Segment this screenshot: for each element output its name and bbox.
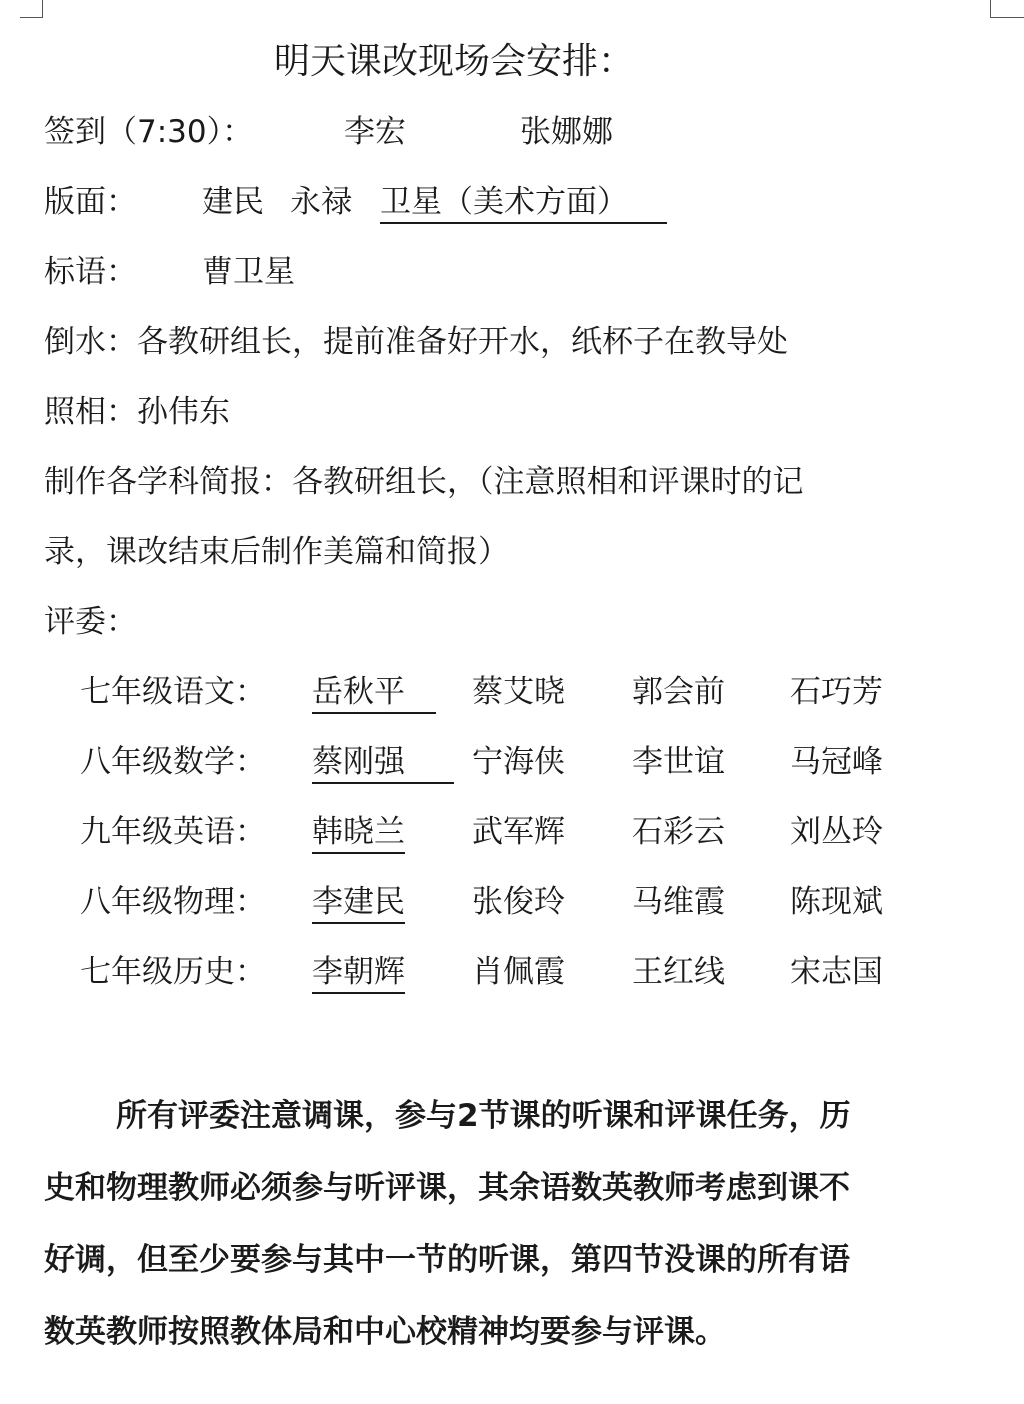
- judge-subject: 七年级语文：: [80, 674, 266, 710]
- slogan-label: 标语：: [44, 254, 137, 290]
- judge-row: [80, 952, 980, 996]
- judge-lead: 李建民: [312, 882, 405, 924]
- judge-subject: 八年级数学：: [80, 744, 266, 780]
- judge-member: 郭会前: [632, 674, 725, 710]
- crop-mark-top-right: [990, 17, 1024, 18]
- judge-member: 武军辉: [472, 814, 565, 850]
- judge-member: 陈现斌: [790, 884, 883, 920]
- notice-line: 所有评委注意调课，参与2节课的听课和评课任务，历: [116, 1098, 851, 1134]
- notice-paragraph: [44, 1090, 984, 1360]
- judge-row: [80, 882, 980, 926]
- judge-subject: 八年级物理：: [80, 884, 266, 920]
- crop-mark-top-left: [20, 17, 43, 18]
- judge-member: 马维霞: [632, 884, 725, 920]
- bulletin-line: 录，课改结束后制作美篇和简报）: [44, 534, 509, 570]
- judge-row: [80, 672, 980, 716]
- judge-lead: 李朝辉: [312, 952, 405, 994]
- judge-member: 肖佩霞: [472, 954, 565, 990]
- photo-line: 照相：孙伟东: [44, 394, 230, 430]
- bulletin-line: 制作各学科简报：各教研组长，（注意照相和评课时的记: [44, 464, 804, 500]
- notice-line: 好调，但至少要参与其中一节的听课，第四节没课的所有语: [44, 1242, 850, 1278]
- judge-member: 刘丛玲: [790, 814, 883, 850]
- judges-label: 评委：: [44, 604, 137, 640]
- judge-member: 张俊玲: [472, 884, 565, 920]
- layout-label: 版面：: [44, 184, 137, 220]
- notice-line: 数英教师按照教体局和中心校精神均要参与评课。: [44, 1314, 726, 1350]
- judge-member: 石彩云: [632, 814, 725, 850]
- judge-subject: 七年级历史：: [80, 954, 266, 990]
- judge-member: 石巧芳: [790, 674, 883, 710]
- slogan-name: 曹卫星: [202, 254, 295, 290]
- judge-member: 宋志国: [790, 954, 883, 990]
- judge-member: 王红线: [632, 954, 725, 990]
- judge-lead: 蔡刚强: [312, 742, 454, 784]
- judge-member: 马冠峰: [790, 744, 883, 780]
- judge-member: 宁海侠: [472, 744, 565, 780]
- page-title: 明天课改现场会安排：: [274, 41, 635, 82]
- water-line: 倒水：各教研组长，提前准备好开水，纸杯子在教导处: [44, 324, 788, 360]
- judge-member: 李世谊: [632, 744, 725, 780]
- judge-member: 蔡艾晓: [472, 674, 565, 710]
- judge-lead: 韩晓兰: [312, 812, 405, 854]
- signin-name: 李宏: [344, 114, 406, 150]
- signin-name: 张娜娜: [520, 114, 613, 150]
- layout-name: 永禄: [290, 184, 352, 220]
- layout-name-underlined: 卫星（美术方面）: [380, 182, 667, 224]
- judge-lead: 岳秋平: [312, 672, 436, 714]
- judge-row: [80, 742, 980, 786]
- judge-subject: 九年级英语：: [80, 814, 266, 850]
- crop-mark-top-left: [42, 0, 43, 18]
- layout-name: 建民: [202, 184, 264, 220]
- notice-line: 史和物理教师必须参与听评课，其余语数英教师考虑到课不: [44, 1170, 850, 1206]
- signin-label: 签到（7:30）：: [44, 114, 254, 150]
- judge-row: [80, 812, 980, 856]
- crop-mark-top-right: [990, 0, 991, 18]
